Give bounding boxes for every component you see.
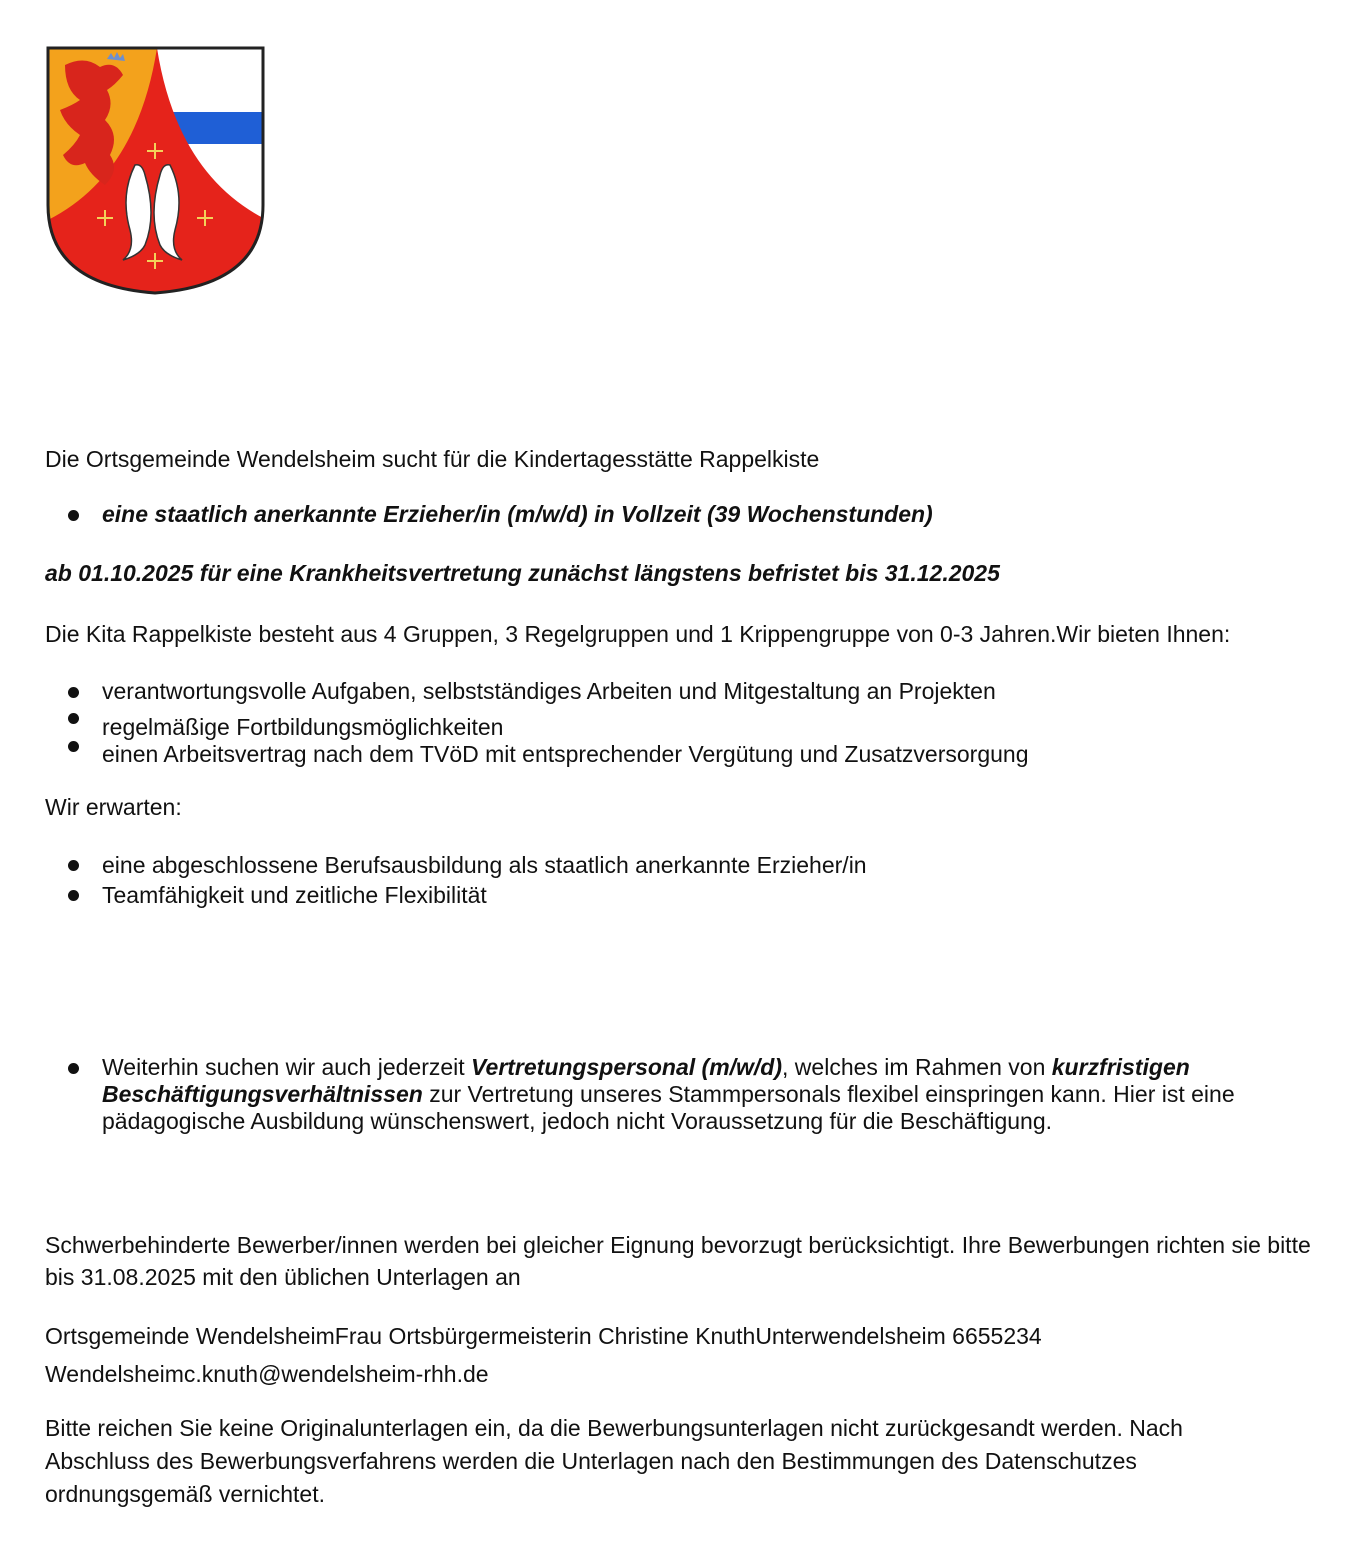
- coat-of-arms-icon: [45, 45, 267, 297]
- bullet-dot: [68, 713, 79, 724]
- address-line: Ortsgemeinde WendelsheimFrau Ortsbürgermeisterin Christine KnuthUnterwendelsheim 6655234: [45, 1323, 1042, 1349]
- list-item-expectation: eine abgeschlossene Berufsausbildung als staatlich anerkannte Erzieher/in: [102, 852, 867, 878]
- bullet-dot: [68, 741, 79, 752]
- bullet-dot: [68, 890, 79, 901]
- intro-text: Die Ortsgemeinde Wendelsheim sucht für die Kindertagesstätte Rappelkiste: [45, 446, 820, 472]
- bullet-dot: [68, 510, 79, 521]
- bullet-dot: [68, 687, 79, 698]
- disability-note: Schwerbehinderte Bewerber/innen werden bei gleicher Eignung bevorzugt berücksichtigt. Ihre Bewerbungen richten sie bitte bis 31.08.2025 mit den üblichen Unterlagen an: [45, 1232, 1311, 1290]
- bullet-dot: [68, 1063, 79, 1074]
- list-item-expectation: Teamfähigkeit und zeitliche Flexibilität: [102, 882, 487, 908]
- substitute-staff-paragraph: Weiterhin suchen wir auch jederzeit Vertretungspersonal (m/w/d), welches im Rahmen von kurzfristigen Beschäftigungsverhältnissen zur Vertretung unseres Stammpersonals flexibel einspringen kann. Hier ist eine pädagogische Ausbildung wünschenswert, jedoch nicht Voraussetzung für die Beschäftigung.: [102, 1054, 1235, 1134]
- position-title: eine staatlich anerkannte Erzieher/in (m/w/d) in Vollzeit (39 Wochenstunden): [102, 501, 933, 527]
- list-item-offer: einen Arbeitsvertrag nach dem TVöD mit entsprechender Vergütung und Zusatzversorgung: [102, 741, 1029, 767]
- list-item-offer: verantwortungsvolle Aufgaben, selbstständiges Arbeiten und Mitgestaltung an Projekten: [102, 678, 996, 704]
- email-line: Wendelsheimc.knuth@wendelsheim-rhh.de: [45, 1361, 489, 1387]
- date-range: ab 01.10.2025 für eine Krankheitsvertretung zunächst längstens befristet bis 31.12.2025: [45, 560, 1000, 586]
- bullet-dot: [68, 860, 79, 871]
- closing-paragraph: Bitte reichen Sie keine Originalunterlagen ein, da die Bewerbungsunterlagen nicht zurückgesandt werden. Nach Abschluss des Bewerbungsverfahrens werden die Unterlagen nach den Bestimmungen des Datenschutzes ordnungsgemäß vernichtet.: [45, 1415, 1183, 1507]
- expectations-heading: Wir erwarten:: [45, 794, 182, 820]
- list-item-offer: regelmäßige Fortbildungsmöglichkeiten: [102, 714, 504, 740]
- kita-description: Die Kita Rappelkiste besteht aus 4 Gruppen, 3 Regelgruppen und 1 Krippengruppe von 0-3 Jahren.Wir bieten Ihnen:: [45, 621, 1231, 647]
